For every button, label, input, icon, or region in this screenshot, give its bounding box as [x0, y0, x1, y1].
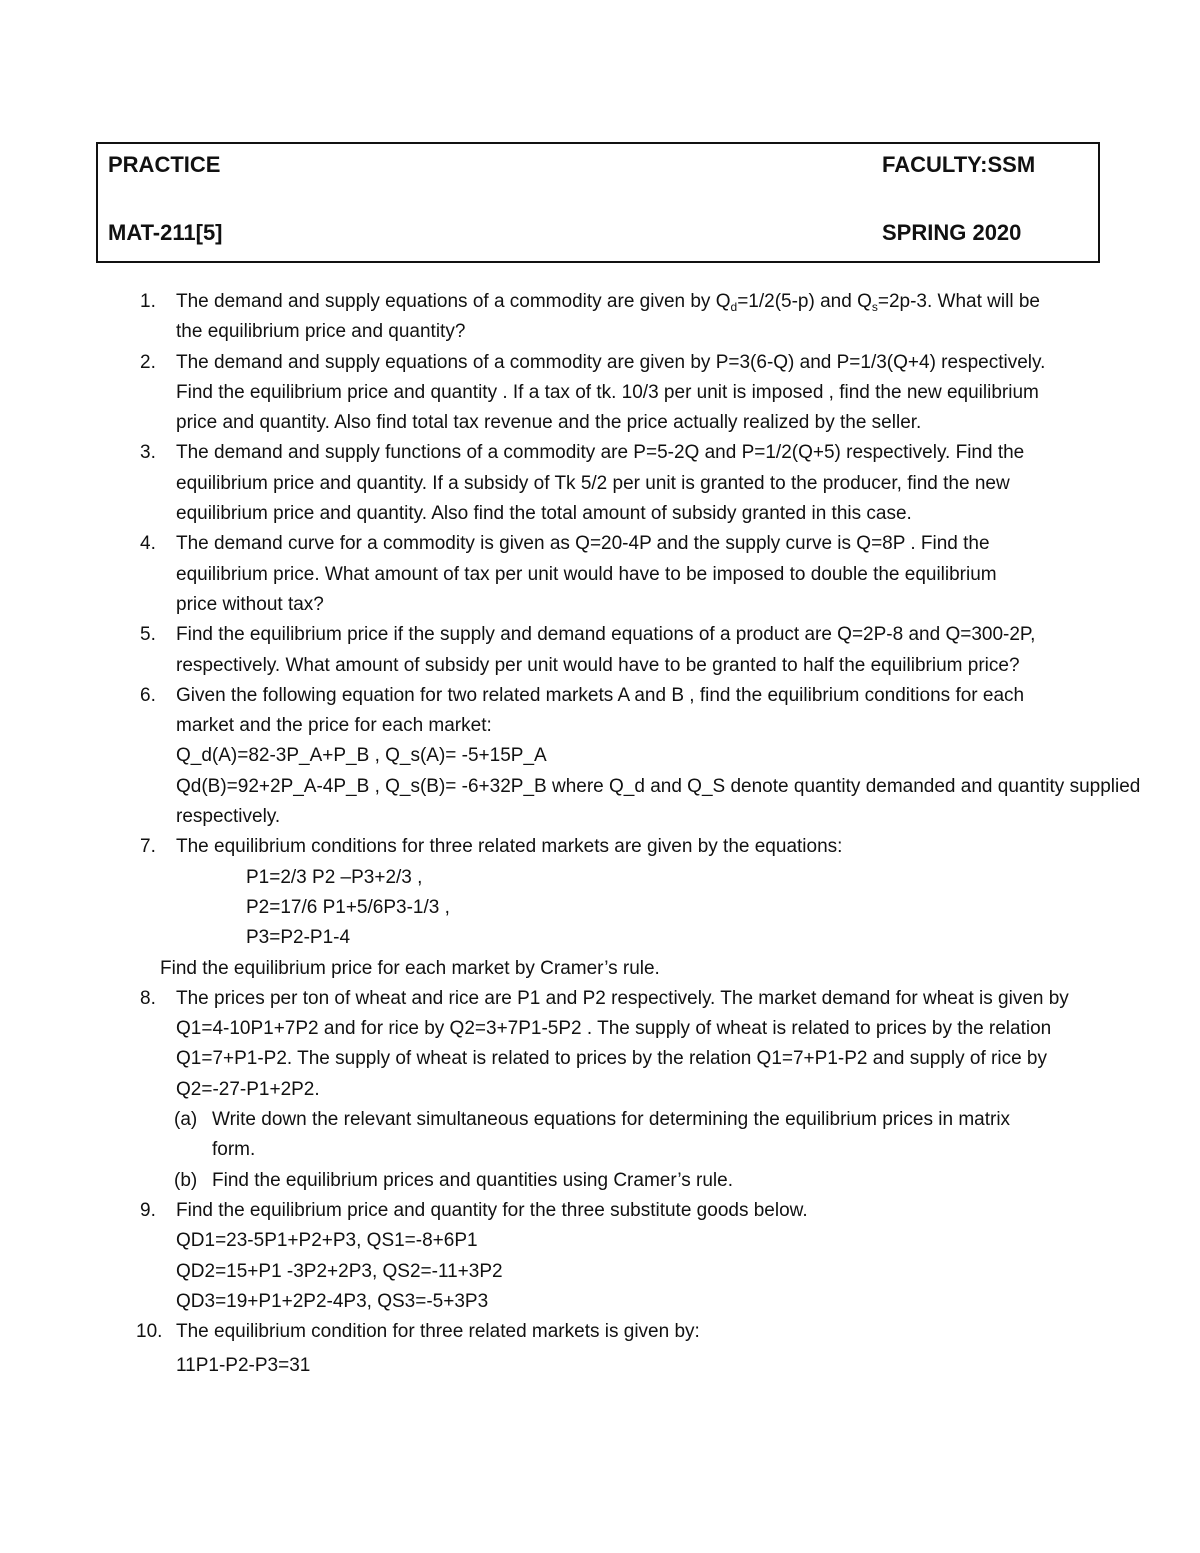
- question-9-equation-1: [0, 1226, 1200, 1256]
- question-5-line-1: [0, 620, 1200, 650]
- question-text: price without tax?: [176, 593, 324, 615]
- question-text: Find the equilibrium price if the supply and demand equations of a product are Q=2P-8 and Q=300-2P,: [176, 624, 1036, 646]
- header-practice: PRACTICE: [108, 152, 221, 177]
- question-7-equation-2: [0, 893, 1200, 923]
- question-text: Q1=4-10P1+7P2 and for rice by Q2=3+7P1-5P2 . The supply of wheat is related to prices by the relation: [176, 1018, 1052, 1040]
- question-8-line-2: [0, 1014, 1200, 1044]
- question-1-line-2: [0, 317, 1200, 347]
- question-text: the equilibrium price and quantity?: [176, 321, 466, 343]
- question-4-line-2: [0, 560, 1200, 590]
- equation-text: QD3=19+P1+2P2-4P3, QS3=-5+3P3: [176, 1290, 489, 1312]
- question-text: The equilibrium conditions for three related markets are given by the equations:: [176, 836, 843, 858]
- question-8-part-b: [0, 1166, 1200, 1196]
- question-5-line-2: [0, 651, 1200, 681]
- question-3-line-2: [0, 469, 1200, 499]
- equation-text: 11P1-P2-P3=31: [176, 1355, 311, 1377]
- question-7-equation-3: [0, 923, 1200, 953]
- question-text: Q1=7+P1-P2. The supply of wheat is related to prices by the relation Q1=7+P1-P2 and supply of rice by: [176, 1048, 1047, 1070]
- question-3-line-1: [0, 438, 1200, 468]
- question-text: respectively.: [176, 806, 281, 828]
- question-9-equation-2: [0, 1257, 1200, 1287]
- question-2-line-3: [0, 408, 1200, 438]
- part-text: form.: [212, 1139, 256, 1161]
- part-label: (a): [174, 1109, 198, 1131]
- question-6-equation-b: [0, 772, 1200, 802]
- question-8-part-a-cont: [0, 1135, 1200, 1165]
- question-7-line-1: [0, 832, 1200, 862]
- question-8-line-3: [0, 1044, 1200, 1074]
- equation-text: Qd(B)=92+2P_A-4P_B , Q_s(B)= -6+32P_B where Q_d and Q_S denote quantity demanded and quantity supplied: [176, 775, 1141, 797]
- part-label: (b): [174, 1169, 198, 1191]
- question-6-line-5: [0, 802, 1200, 832]
- question-number: 10.: [136, 1321, 163, 1343]
- question-2-line-1: [0, 348, 1200, 378]
- question-2-line-2: [0, 378, 1200, 408]
- question-text: equilibrium price. What amount of tax per unit would have to be imposed to double the equilibrium: [176, 563, 997, 585]
- question-4-line-1: [0, 529, 1200, 559]
- question-6-line-2: [0, 711, 1200, 741]
- question-7-line-5: [0, 954, 1200, 984]
- question-text: The equilibrium condition for three related markets is given by:: [176, 1321, 700, 1343]
- question-list: [0, 287, 1200, 1382]
- question-6-line-1: [0, 681, 1200, 711]
- question-10-equation-1: [0, 1351, 1200, 1381]
- equation-text: QD2=15+P1 -3P2+2P3, QS2=-11+3P2: [176, 1260, 503, 1282]
- question-1-line-1: [0, 287, 1200, 317]
- equation-text: QD1=23-5P1+P2+P3, QS1=-8+6P1: [176, 1230, 478, 1252]
- question-number: 9.: [140, 1199, 156, 1221]
- question-8-part-a: [0, 1105, 1200, 1135]
- question-4-line-3: [0, 590, 1200, 620]
- question-number: 4.: [140, 533, 156, 555]
- question-3-line-3: [0, 499, 1200, 529]
- question-number: 8.: [140, 987, 156, 1009]
- question-text: market and the price for each market:: [176, 715, 492, 737]
- question-text: The demand curve for a commodity is given as Q=20-4P and the supply curve is Q=8P . Find the: [176, 533, 990, 555]
- question-8-line-4: [0, 1075, 1200, 1105]
- question-number: 3.: [140, 442, 156, 464]
- question-number: 6.: [140, 684, 156, 706]
- part-text: Write down the relevant simultaneous equations for determining the equilibrium prices in matrix: [212, 1109, 1011, 1131]
- question-text: The demand and supply functions of a commodity are P=5-2Q and P=1/2(Q+5) respectively. Find the: [176, 442, 1025, 464]
- question-text: Find the equilibrium price and quantity . If a tax of tk. 10/3 per unit is imposed , find the new equilibrium: [176, 381, 1039, 403]
- question-text: Q2=-27-P1+2P2.: [176, 1078, 320, 1100]
- question-number: 1.: [140, 291, 156, 312]
- header-term: SPRING 2020: [882, 220, 1022, 245]
- question-8-line-1: [0, 984, 1200, 1014]
- equation-text: P2=17/6 P1+5/6P3-1/3 ,: [246, 896, 450, 918]
- question-7-equation-1: [0, 863, 1200, 893]
- equation-text: Q_d(A)=82-3P_A+P_B , Q_s(A)= -5+15P_A: [176, 745, 547, 767]
- question-text: Find the equilibrium price for each market by Cramer’s rule.: [160, 957, 660, 979]
- question-6-equation-a: [0, 741, 1200, 771]
- question-number: 5.: [140, 624, 156, 646]
- equation-text: P1=2/3 P2 –P3+2/3 ,: [246, 866, 423, 888]
- question-text: The prices per ton of wheat and rice are P1 and P2 respectively. The market demand for wheat is given by: [176, 987, 1069, 1009]
- question-text: equilibrium price and quantity. If a subsidy of Tk 5/2 per unit is granted to the producer, find the new: [176, 472, 1010, 494]
- question-text: respectively. What amount of subsidy per unit would have to be granted to half the equilibrium price?: [176, 654, 1020, 676]
- header-faculty: FACULTY:SSM: [882, 152, 1036, 177]
- header-course: MAT-211[5]: [108, 220, 223, 245]
- header-box: [96, 142, 1100, 263]
- question-10-line-1: [0, 1317, 1200, 1347]
- question-9-equation-3: [0, 1287, 1200, 1317]
- question-number: 2.: [140, 351, 156, 373]
- equation-text: P3=P2-P1-4: [246, 927, 351, 949]
- part-text: Find the equilibrium prices and quantities using Cramer’s rule.: [212, 1169, 733, 1191]
- question-text: price and quantity. Also find total tax revenue and the price actually realized by the seller.: [176, 412, 922, 434]
- question-text: The demand and supply equations of a commodity are given by P=3(6-Q) and P=1/3(Q+4) respectively.: [176, 351, 1046, 373]
- question-text: Find the equilibrium price and quantity for the three substitute goods below.: [176, 1199, 808, 1221]
- question-number: 7.: [140, 836, 156, 858]
- question-text: equilibrium price and quantity. Also find the total amount of subsidy granted in this case.: [176, 503, 912, 525]
- question-9-line-1: [0, 1196, 1200, 1226]
- question-text: Given the following equation for two related markets A and B , find the equilibrium conditions for each: [176, 684, 1025, 706]
- question-text: The demand and supply equations of a commodity are given by $Q_d=1/2(5-p)$ and $Q_s=2p-3$. What will be: [176, 291, 1040, 314]
